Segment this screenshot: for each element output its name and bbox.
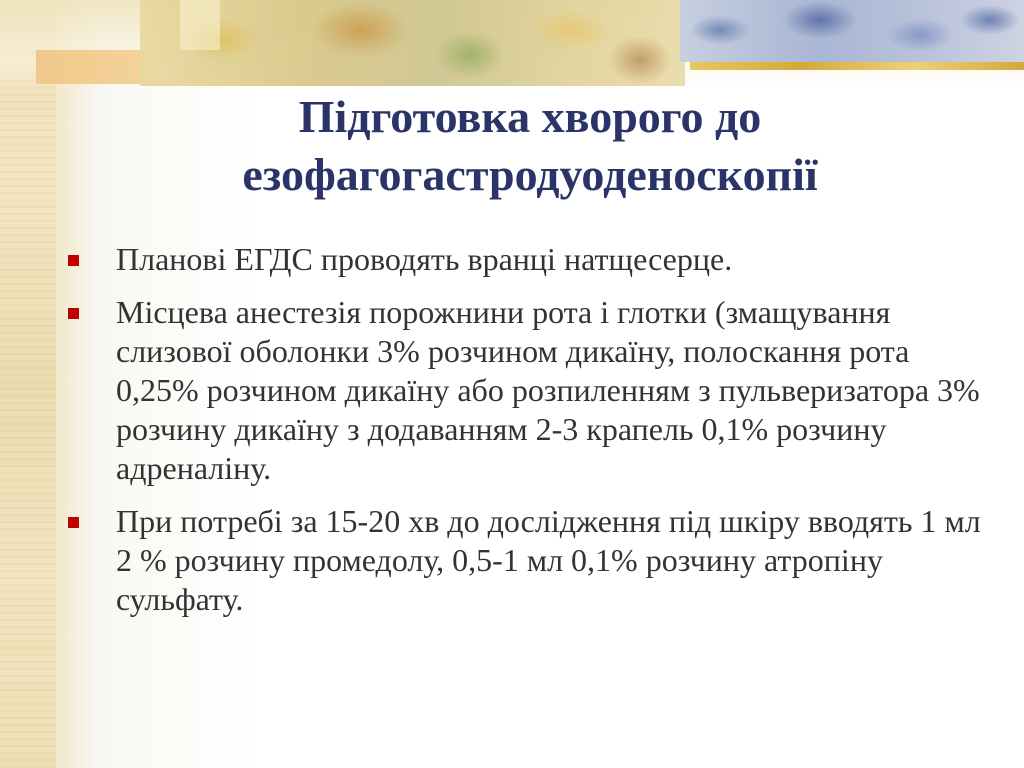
red-square-bullet-icon (68, 517, 79, 528)
slide-title-line: езофагогастродуоденоскопії (242, 149, 818, 200)
decorative-banner (0, 0, 1024, 90)
slide-title (100, 88, 960, 204)
parchment-strip (0, 0, 56, 768)
banner-gold-line (690, 62, 1024, 70)
bullet-text: При потребі за 15-20 хв до дослідження під шкіру вводять 1 мл 2 % розчину промедолу, 0,5-1 мл 0,1% розчину атропіну сульфату. (116, 503, 981, 617)
banner-tan-block (36, 50, 146, 84)
bullet-text: Планові ЕГДС проводять вранці натщесерце. (116, 241, 733, 277)
bullet-item (62, 240, 982, 279)
banner-cream-block (180, 0, 220, 50)
banner-leaves-image (140, 0, 685, 86)
red-square-bullet-icon (68, 308, 79, 319)
banner-blue-image (680, 0, 1024, 62)
red-square-bullet-icon (68, 255, 79, 266)
bullet-text: Місцева анестезія порожнини рота і глотки (змащування слизової оболонки 3% розчином дикаїну, полоскання рота 0,25% розчином дикаїну або розпиленням з пульверизатора 3% розчину дикаїну з додаванням 2-3 крапель 0,1% розчину адреналіну. (116, 294, 980, 486)
bullet-list (62, 240, 982, 633)
bullet-item (62, 293, 982, 488)
slide-title-line: Підготовка хворого до (298, 91, 762, 142)
bullet-item (62, 502, 982, 619)
